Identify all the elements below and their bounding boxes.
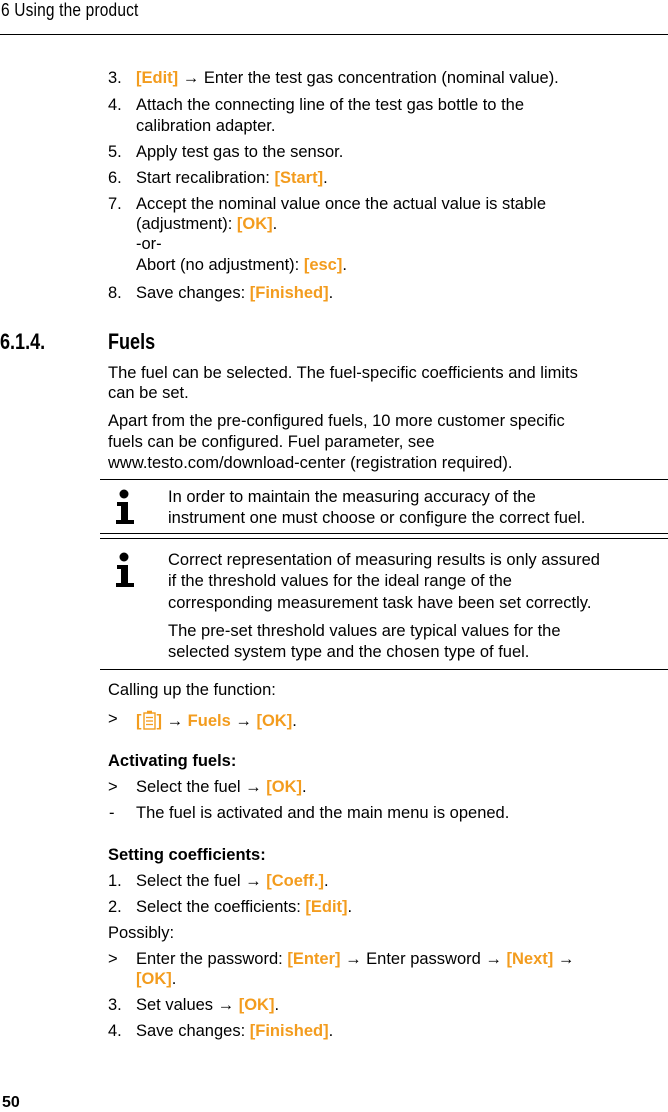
coeff-step2 — [136, 898, 352, 917]
intro-p1-l2: can be set. — [108, 384, 189, 402]
coeff-step4-post: . — [328, 1022, 334, 1040]
coeff-step3-post: . — [274, 996, 280, 1014]
step-6-post: . — [323, 169, 328, 187]
step-8-pre: Save changes: — [136, 284, 250, 302]
step-number: 6. — [108, 169, 122, 187]
password-pre: Enter the password: — [136, 950, 288, 968]
edit-key: [Edit] — [305, 898, 348, 916]
result-marker: - — [109, 804, 115, 822]
step-4-line1: Attach the connecting line of the test gas bottle to the — [136, 96, 525, 114]
coeff-step2-pre: Select the coefficients: — [136, 898, 306, 916]
bracket-open: [ — [136, 712, 142, 730]
activating-step1 — [136, 778, 307, 797]
step-number: 4. — [108, 1022, 122, 1040]
coefficients-heading: Setting coefficients: — [108, 846, 266, 864]
step-8-post: . — [328, 284, 334, 302]
ok-key: [OK] — [238, 996, 275, 1014]
ok-key: [OK] — [136, 970, 172, 988]
note-2-line5: selected system type and the chosen type of fuel. — [168, 643, 530, 661]
list-menu-icon — [143, 710, 156, 730]
possibly-label: Possibly: — [108, 924, 175, 942]
step-7-line2 — [136, 215, 277, 234]
calling-marker: > — [108, 710, 118, 728]
ok-key: [OK] — [256, 712, 293, 730]
coeff-step2-post: . — [347, 898, 353, 916]
info-icon — [114, 488, 136, 528]
intro-p2-l1: Apart from the pre-configured fuels, 10 more customer specific — [108, 412, 565, 430]
step-7-line4 — [136, 256, 347, 275]
step-number: 3. — [108, 69, 122, 87]
esc-key: [esc] — [303, 256, 343, 274]
password-step-line2 — [136, 970, 176, 989]
arrow: → — [553, 950, 575, 968]
coeff-step1-pre: Select the fuel → — [136, 872, 267, 890]
password-post: . — [171, 970, 177, 988]
info-icon — [114, 551, 136, 591]
coeff-step1-post: . — [323, 872, 329, 890]
step-8-text — [136, 284, 333, 303]
period: . — [292, 712, 297, 730]
coeff-step4-pre: Save changes: — [136, 1022, 250, 1040]
step-7-line1: Accept the nominal value once the actual value is stable — [136, 195, 547, 213]
note-box — [100, 538, 668, 670]
note-1-line1: In order to maintain the measuring accuracy of the — [168, 488, 536, 506]
coeff-step1 — [136, 872, 329, 891]
section-title: Fuels — [108, 329, 156, 354]
coeff-step4 — [136, 1022, 333, 1041]
note-2-line3: corresponding measurement task have been set correctly. — [168, 594, 592, 612]
note-2-line2: if the threshold values for the ideal range of the — [168, 572, 512, 590]
step-number: 5. — [108, 143, 122, 161]
section-number: 6.1.4. — [0, 329, 46, 354]
step-marker: > — [108, 778, 118, 796]
step-6-pre: Start recalibration: — [136, 169, 275, 187]
step-number: 1. — [108, 872, 122, 890]
step-number: 2. — [108, 898, 122, 916]
calling-label: Calling up the function: — [108, 681, 276, 699]
activating-heading: Activating fuels: — [108, 752, 237, 770]
coeff-key: [Coeff.] — [266, 872, 324, 890]
finished-key: [Finished] — [249, 284, 329, 302]
step-5-text: Apply test gas to the sensor. — [136, 143, 344, 161]
step-marker: > — [108, 950, 118, 968]
note-box — [100, 479, 668, 534]
note-2-line4: The pre-set threshold values are typical values for the — [168, 622, 561, 640]
intro-p1-l1: The fuel can be selected. The fuel-specific coefficients and limits — [108, 364, 578, 382]
step-number: 4. — [108, 96, 122, 114]
enter-key: [Enter] — [287, 950, 341, 968]
page-number: 50 — [2, 1094, 20, 1111]
calling-path — [136, 710, 297, 731]
note-1-line2: instrument one must choose or configure the correct fuel. — [168, 509, 586, 527]
arrow: → — [230, 712, 257, 730]
coeff-step3 — [136, 996, 279, 1015]
step-7-line4-post: . — [342, 256, 347, 274]
step-number: 7. — [108, 195, 122, 213]
step-7-line2-pre: (adjustment): — [136, 215, 237, 233]
step-4-line2: calibration adapter. — [136, 117, 276, 135]
fuels-key: Fuels — [187, 712, 231, 730]
page-header — [0, 0, 668, 35]
step-number: 3. — [108, 996, 122, 1014]
coeff-step3-pre: Set values → — [136, 996, 239, 1014]
finished-key: [Finished] — [249, 1022, 329, 1040]
ok-key: [OK] — [236, 215, 273, 233]
start-key: [Start] — [274, 169, 324, 187]
activating-step1-pre: Select the fuel → — [136, 778, 267, 796]
step-7-line4-pre: Abort (no adjustment): — [136, 256, 304, 274]
edit-key: [Edit] — [136, 69, 179, 87]
bracket-close: ] — [156, 712, 162, 730]
step-number: 8. — [108, 284, 122, 302]
step-6-text — [136, 169, 328, 188]
activating-step1-post: . — [302, 778, 307, 796]
step-7-line2-post: . — [272, 215, 278, 233]
step-3-text — [136, 69, 559, 88]
intro-p2-l3: www.testo.com/download-center (registration required). — [108, 454, 513, 472]
next-key: [Next] — [506, 950, 554, 968]
intro-p2-l2: fuels can be configured. Fuel parameter, see — [108, 433, 435, 451]
activating-result: The fuel is activated and the main menu is opened. — [136, 804, 510, 822]
password-step-line1 — [136, 950, 574, 969]
password-mid: → Enter password → — [340, 950, 507, 968]
chapter-title: 6 Using the product — [1, 0, 139, 20]
note-2-line1: Correct representation of measuring results is only assured — [168, 551, 600, 569]
arrow: → — [162, 712, 188, 730]
ok-key: [OK] — [266, 778, 302, 796]
step-3-desc: → Enter the test gas concentration (nominal value). — [178, 69, 559, 87]
step-7-or: -or- — [136, 235, 162, 253]
